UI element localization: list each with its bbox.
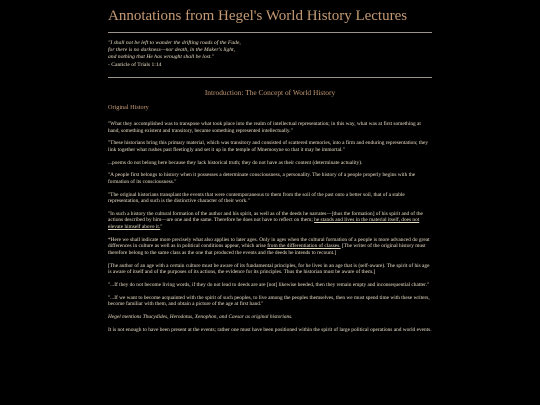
paragraph: Hegel mentions Thucydides, Herodotus, Xenophon, and Caesar as original historians. <box>108 313 293 320</box>
paragraph-text: " <box>160 223 163 230</box>
paragraph-text: [The writer of the original history must therefore belong to the same class as the one that produced the events and the deeds he intends to recount.] <box>108 243 426 256</box>
underlined-passage: he stands and lives in the material itself, does not elevate himself above it. <box>108 217 420 230</box>
divider-bottom <box>108 77 432 78</box>
paragraph: It is not enough to have been present at the events; rather one must have been positioned within the spirit of large political operations and world events. <box>108 326 432 333</box>
epigraph-line: "I shall not be left to wander the drifting roads of the Fade, <box>108 40 241 46</box>
epigraph-line: and nothing that He has wrought shall be lost." <box>108 54 215 61</box>
paragraph: "These historians bring this primary material, which was transitory and consisted of scattered memories, into a firm and enduring representation; they link together what rushes past fleetingly and set it up in the temple of Mnemosyne so that it may be immortal." <box>108 140 429 153</box>
paragraph <box>108 237 432 257</box>
divider-top <box>108 32 432 33</box>
epigraph <box>108 40 241 69</box>
section-title: Introduction: The Concept of World History <box>204 88 336 97</box>
subsection-title: Original History <box>108 104 149 111</box>
epigraph-line: for there is no darkness—nor death, in the Maker's light, <box>108 47 235 54</box>
paragraph: "What they accomplished was to transpose what took place into the realm of intellectual representation; in this way, what was at first something at hand, something existent and transitory, became something represented intellectually." <box>108 121 421 134</box>
epigraph-source: - Canticle of Trials 1:14 <box>108 61 162 68</box>
annotation-body <box>108 121 432 340</box>
classes-link[interactable]: from the differentiation of classes. <box>267 243 341 250</box>
paragraph-text: "In such a history the cultural formation of the author and his spirit, as well as of the deeds he narrates—[thus the formation] of his spirit and of the actions described by him—are one and the same. Therefore he does not have to reflect on them; <box>108 210 423 224</box>
paragraph: "...If we want to become acquainted with the spirit of such peoples, to live among the peoples themselves, then we must spend time with these writers, become familiar with them, and obtain a picture of the age at first hand." <box>108 294 430 308</box>
paragraph: "A people first belongs to history when it possesses a determinate consciousness, a personality. The history of a people properly begins with the formation of its consciousness." <box>108 172 416 185</box>
paragraph <box>108 211 432 231</box>
paragraph: [The author of an age with a certain culture must be aware of its fundamental principles, for he lives in an age that is (self-aware). The spirit of his age is aware of itself and of the purposes of its actions, the evidence for its principles. Thus the historian must be aware of them.] <box>108 262 430 276</box>
paragraph-text: *Here we shall indicate more precisely what also applies to later ages. Only in ages when the cultural formation of a people is more advanced do great differences in culture as well as in political conditions appear, which arise <box>108 236 430 250</box>
paragraph: "...If they do not become living words, if they do not lead to deeds are are [not] likewise heeded, then they remain empty and inconsequential chatter." <box>108 281 430 288</box>
paragraph: "The original historians transplant the events that were contemporaneous to them from the soil of the past onto a better soil, that of a stable representation, and such is the distinctive character of their work." <box>108 191 405 205</box>
page-title: Annotations from Hegel's World History Lectures <box>108 8 408 24</box>
paragraph: ...poems do not belong here because they lack historical truth; they do not have as their content (determinate actuality). <box>108 159 363 166</box>
